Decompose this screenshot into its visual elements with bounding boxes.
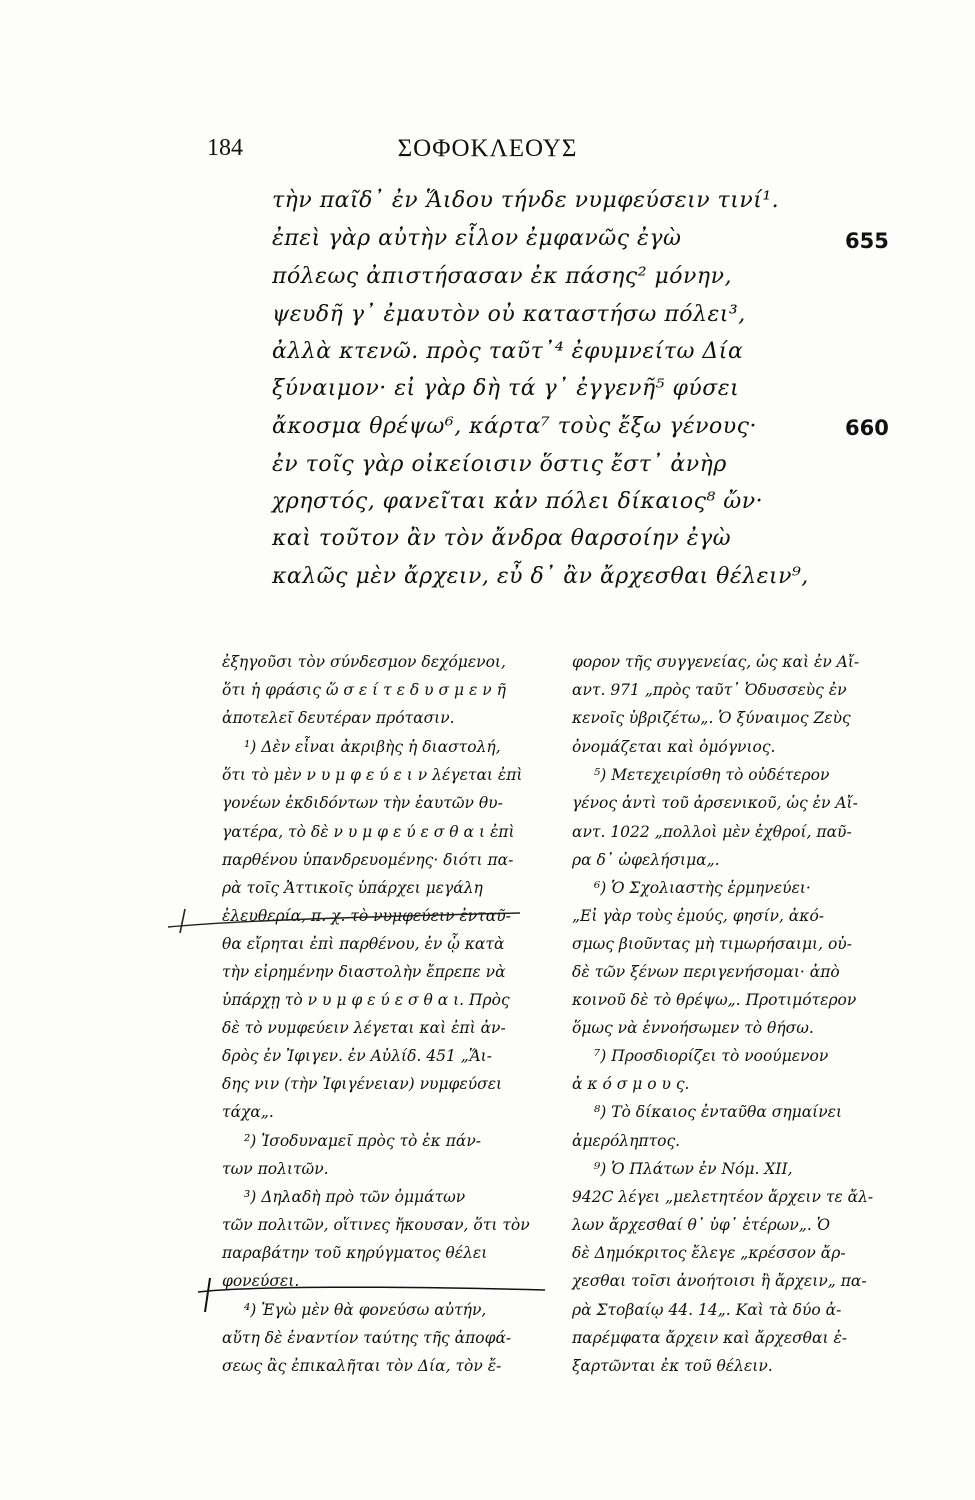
footnote-line: δης νιν (τὴν Ἰφιγένειαν) νυμφεύσει	[222, 1075, 503, 1093]
verse-line: ψευδῆ γ᾿ ἐμαυτὸν οὐ καταστήσω πόλει³,	[272, 302, 746, 327]
verse-line: τὴν παῖδ᾿ ἐν Ἅιδου τήνδε νυμφεύσειν τινί¹.	[272, 188, 780, 213]
line-number-655: 655	[845, 229, 889, 253]
footnote-line: σμως βιοῦντας μὴ τιμωρήσαιμι, οὐ-	[572, 935, 852, 953]
footnote-line: παρθένου ὑπανδρευομένης· διότι πα-	[222, 851, 514, 869]
footnote-line: ὅτι τὸ μὲν ν υ μ φ ε ύ ε ι ν λέγεται ἐπὶ	[222, 766, 523, 784]
footnote-line: ἀποτελεῖ δευτέραν πρότασιν.	[222, 709, 455, 727]
footnote-line: φορον τῆς συγγενείας, ὡς καὶ ἐν Αἴ-	[572, 653, 860, 671]
footnote-line: ὅμως νὰ ἐννοήσωμεν τὸ θήσω.	[572, 1019, 814, 1037]
footnote-line: ⁴) Ἐγὼ μὲν θὰ φονεύσω αὐτήν,	[244, 1301, 487, 1319]
verse-line: ἐν τοῖς γὰρ οἰκείοισιν ὅστις ἔστ᾿ ἀνὴρ	[272, 452, 727, 477]
footnote-line: ὅτι ἡ φράσις ὥ σ ε ί τ ε δ υ σ μ ε ν ῆ	[222, 681, 506, 699]
verse-line: καὶ τοῦτον ἂν τὸν ἄνδρα θαρσοίην ἐγὼ	[272, 526, 732, 551]
footnote-line: 942C λέγει „μελετητέον ἄρχειν τε ἄλ-	[572, 1188, 874, 1206]
footnote-line: ⁵) Μετεχειρίσθη τὸ οὐδέτερον	[594, 766, 830, 784]
footnote-line: ρα δ᾿ ὠφελήσιμα„.	[572, 851, 720, 869]
footnote-line: ⁹) Ὁ Πλάτων ἐν Νόμ. XII,	[594, 1160, 793, 1178]
footnote-line: ⁸) Τὸ δίκαιος ἐνταῦθα σημαίνει	[594, 1103, 843, 1121]
footnote-line: ἐλευθερία, π. χ. τὸ νυμφεύειν ἐνταῦ-	[222, 907, 511, 925]
verse-line: ξύναιμον· εἰ γὰρ δὴ τά γ᾿ ἐγγενῆ⁵ φύσει	[272, 376, 740, 401]
pencil-margin-mark-lower	[190, 1262, 550, 1318]
footnote-line: δὲ Δημόκριτος ἔλεγε „κρέσσον ἄρ-	[572, 1244, 846, 1262]
footnote-line: φονεύσει.	[222, 1272, 300, 1290]
footnote-line: παρέμφατα ἄρχειν καὶ ἄρχεσθαι ἐ-	[572, 1329, 848, 1347]
running-title: ΣΟΦΟΚΛΕΟΥΣ	[397, 135, 578, 162]
footnote-line: σεως ἂς ἐπικαλῆται τὸν Δία, τὸν ἔ-	[222, 1357, 502, 1375]
footnote-line: λων ἄρχεσθαί θ᾿ ὑφ᾿ ἑτέρων„. Ὁ	[572, 1216, 831, 1234]
footnote-line: αντ. 1022 „πολλοὶ μὲν ἐχθροί, παῦ-	[572, 823, 852, 841]
footnote-line: ²) Ἰσοδυναμεῖ πρὸς τὸ ἐκ πάν-	[244, 1132, 482, 1150]
line-number-660: 660	[845, 416, 889, 440]
footnote-line: γονέων ἐκδιδόντων τὴν ἑαυτῶν θυ-	[222, 794, 503, 812]
verse-line: ἄκοσμα θρέψω⁶, κάρτα⁷ τοὺς ἔξω γένους·	[272, 414, 757, 439]
footnote-line: ἐξηγοῦσι τὸν σύνδεσμον δεχόμενοι,	[222, 653, 506, 671]
footnote-line: ξαρτῶνται ἐκ τοῦ θέλειν.	[572, 1357, 773, 1375]
footnote-line: ⁷) Προσδιορίζει τὸ νοούμενον	[594, 1047, 829, 1065]
footnote-line: παραβάτην τοῦ κηρύγματος θέλει	[222, 1244, 488, 1262]
footnote-line: ⁶) Ὁ Σχολιαστὴς ἑρμηνεύει·	[594, 879, 811, 897]
footnote-line: ἀμερόληπτος.	[572, 1132, 681, 1150]
page-number: 184	[207, 135, 243, 161]
footnote-line: θα εἴρηται ἐπὶ παρθένου, ἐν ᾧ κατὰ	[222, 935, 505, 953]
footnote-line: δὲ τῶν ξένων περιγενήσομαι· ἀπὸ	[572, 963, 840, 981]
footnote-line: τάχα„.	[222, 1103, 274, 1121]
footnote-line: ἀ κ ό σ μ ο υ ς.	[572, 1075, 690, 1093]
footnote-line: αντ. 971 „πρὸς ταῦτ᾿ Ὀδυσσεὺς ἐν	[572, 681, 847, 699]
footnote-line: γατέρα, τὸ δὲ ν υ μ φ ε ύ ε σ θ α ι ἐπὶ	[222, 823, 515, 841]
verse-line: καλῶς μὲν ἄρχειν, εὖ δ᾿ ἂν ἄρχεσθαι θέλειν⁹,	[272, 564, 809, 589]
footnote-line: γένος ἀντὶ τοῦ ἀρσενικοῦ, ὡς ἐν Αἴ-	[572, 794, 858, 812]
footnote-line: χεσθαι τοῖσι ἀνοήτοισι ἢ ἄρχειν„ πα-	[572, 1272, 867, 1290]
footnote-line: τὴν εἰρημένην διαστολὴν ἔπρεπε νὰ	[222, 963, 506, 981]
verse-line: πόλεως ἀπιστήσασαν ἐκ πάσης² μόνην,	[272, 264, 732, 289]
footnote-line: κοινοῦ δὲ τὸ θρέψω„. Προτιμότερον	[572, 991, 857, 1009]
footnote-line: ὑπάρχῃ τὸ ν υ μ φ ε ύ ε σ θ α ι. Πρὸς	[222, 991, 510, 1009]
footnote-line: „Εἰ γὰρ τοὺς ἐμούς, φησίν, ἀκό-	[572, 907, 825, 925]
verse-line: ἐπεὶ γὰρ αὐτὴν εἷλον ἐμφανῶς ἐγὼ	[272, 226, 682, 251]
footnote-line: κενοῖς ὑβριζέτω„. Ὁ ξύναιμος Ζεὺς	[572, 709, 851, 727]
footnote-line: ³) Δηλαδὴ πρὸ τῶν ὀμμάτων	[244, 1188, 466, 1206]
footnote-line: αὕτη δὲ ἐναντίον ταύτης τῆς ἀποφά-	[222, 1329, 512, 1347]
footnote-line: ὀνομάζεται καὶ ὁμόγνιος.	[572, 738, 776, 756]
footnote-line: ρὰ τοῖς Ἀττικοῖς ὑπάρχει μεγάλη	[222, 879, 483, 897]
footnote-line: ρὰ Στοβαίῳ 44. 14„. Καὶ τὰ δύο ἀ-	[572, 1301, 842, 1319]
footnote-line: ¹) Δὲν εἶναι ἀκριβὴς ἡ διαστολή,	[244, 738, 501, 756]
footnote-line: δρὸς ἐν Ἰφιγεν. ἐν Αὐλίδ. 451 „Ἅι-	[222, 1047, 492, 1065]
verse-line: ἀλλὰ κτενῶ. πρὸς ταῦτ᾿⁴ ἐφυμνείτω Δία	[272, 339, 744, 364]
footnote-line: τῶν πολιτῶν, οἵτινες ἤκουσαν, ὅτι τὸν	[222, 1216, 530, 1234]
footnote-line: των πολιτῶν.	[222, 1160, 329, 1178]
verse-line: χρηστός, φανεῖται κἀν πόλει δίκαιος⁸ ὤν·	[272, 489, 764, 514]
footnote-line: δὲ τὸ νυμφεύειν λέγεται καὶ ἐπὶ ἀν-	[222, 1019, 506, 1037]
pencil-margin-mark-upper	[150, 905, 530, 945]
